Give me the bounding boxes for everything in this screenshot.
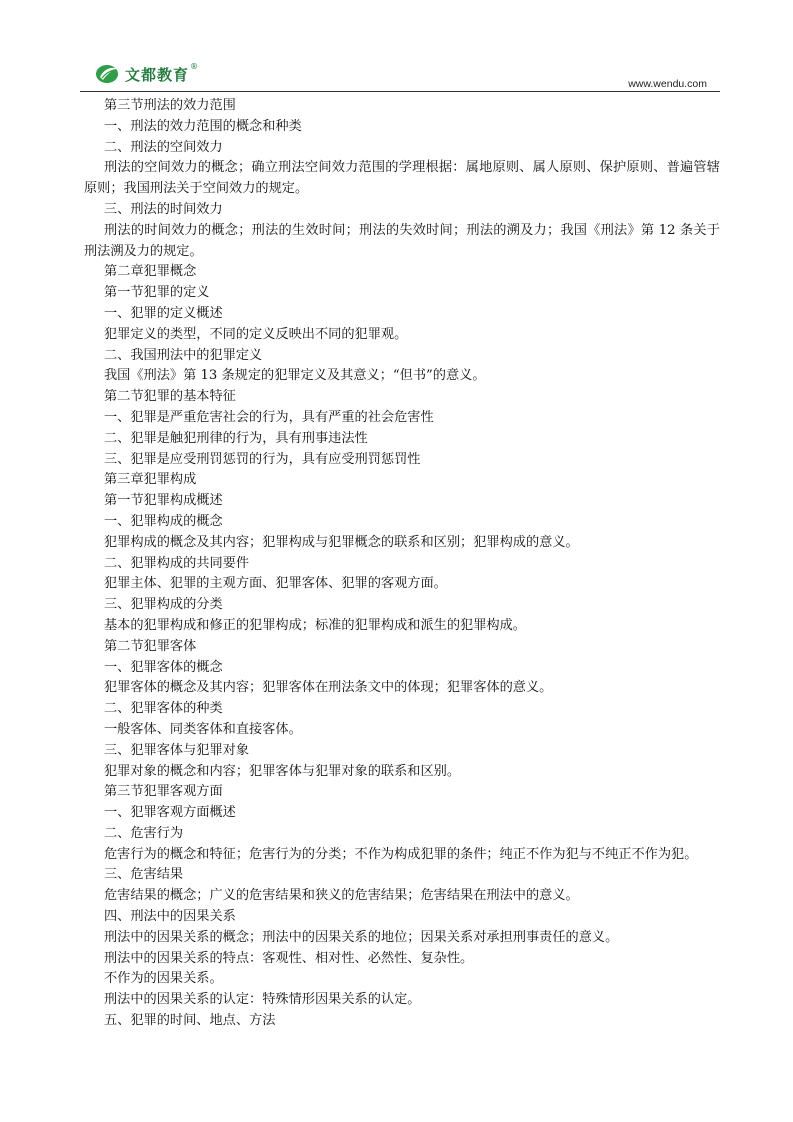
text-line: 二、刑法的空间效力 <box>104 139 223 155</box>
text-line: 危害结果的概念；广义的危害结果和狭义的危害结果；危害结果在刑法中的意义。 <box>104 888 579 904</box>
text-line: 三、危害结果 <box>104 867 184 883</box>
text-line: 一、犯罪是严重危害社会的行为，具有严重的社会危害性 <box>104 409 434 425</box>
text-line: 第一节犯罪构成概述 <box>104 493 223 509</box>
text-line: 刑法中的因果关系的概念；刑法中的因果关系的地位；因果关系对承担刑事责任的意义。 <box>104 929 619 945</box>
text-line: 五、犯罪的时间、地点、方法 <box>104 1013 276 1029</box>
leaf-logo-icon <box>95 63 121 85</box>
text-line: 第三节刑法的效力范围 <box>104 98 236 113</box>
text-line: 第二节犯罪的基本特征 <box>104 389 236 405</box>
text-line: 二、犯罪是触犯刑律的行为，具有刑事违法性 <box>104 430 368 446</box>
text-line: 一、犯罪客观方面概述 <box>104 805 236 821</box>
text-line: 三、犯罪客体与犯罪对象 <box>104 742 250 758</box>
text-line: 四、刑法中的因果关系 <box>104 909 236 925</box>
text-line: 第一节犯罪的定义 <box>104 285 210 301</box>
text-line: 三、犯罪构成的分类 <box>104 597 223 613</box>
text-line: 第三节犯罪客观方面 <box>104 784 223 800</box>
text-line: 二、犯罪客体的种类 <box>104 701 223 717</box>
text-line: 三、刑法的时间效力 <box>104 201 223 217</box>
text-line: 犯罪对象的概念和内容；犯罪客体与犯罪对象的联系和区别。 <box>104 763 461 779</box>
text-line: 第二节犯罪客体 <box>104 638 197 654</box>
text-line: 刑法的空间效力的概念；确立刑法空间效力范围的学理根据：属地原则、属人原则、保护原则、普遍管辖原则；我国刑法关于空间效力的规定。 <box>84 160 720 197</box>
text-line: 刑法中的因果关系的认定：特殊情形因果关系的认定。 <box>104 992 421 1008</box>
text-line: 犯罪构成的概念及其内容；犯罪构成与犯罪概念的联系和区别；犯罪构成的意义。 <box>104 534 579 550</box>
text-line: 二、我国刑法中的犯罪定义 <box>104 347 263 363</box>
text-line: 第三章犯罪构成 <box>104 472 197 488</box>
text-line: 一、犯罪的定义概述 <box>104 305 223 321</box>
page-header <box>0 0 793 94</box>
document-body <box>84 96 720 1032</box>
text-line: 危害行为的概念和特征；危害行为的分类；不作为构成犯罪的条件；纯正不作为犯与不纯正不作为犯。 <box>104 846 698 862</box>
text-line: 我国《刑法》第 13 条规定的犯罪定义及其意义；“但书”的意义。 <box>104 368 486 384</box>
text-line: 一、刑法的效力范围的概念和种类 <box>104 118 302 134</box>
text-line: 二、犯罪构成的共同要件 <box>104 555 250 571</box>
text-line: 一般客体、同类客体和直接客体。 <box>104 721 302 737</box>
registered-mark: ® <box>190 61 199 71</box>
header-divider <box>80 91 720 92</box>
text-line: 基本的犯罪构成和修正的犯罪构成；标准的犯罪构成和派生的犯罪构成。 <box>104 617 526 633</box>
text-line: 三、犯罪是应受刑罚惩罚的行为，具有应受刑罚惩罚性 <box>104 451 421 467</box>
site-url: www.wendu.com <box>628 78 707 90</box>
text-line: 第二章犯罪概念 <box>104 264 197 280</box>
text-line: 不作为的因果关系。 <box>104 971 223 987</box>
brand-logo <box>95 62 198 86</box>
text-line: 一、犯罪构成的概念 <box>104 513 223 529</box>
text-line: 犯罪主体、犯罪的主观方面、犯罪客体、犯罪的客观方面。 <box>104 576 447 592</box>
text-line: 刑法中的因果关系的特点：客观性、相对性、必然性、复杂性。 <box>104 950 474 966</box>
brand-name: 文都教育 <box>125 65 190 84</box>
text-line: 一、犯罪客体的概念 <box>104 659 223 675</box>
text-line: 刑法的时间效力的概念；刑法的生效时间；刑法的失效时间；刑法的溯及力；我国《刑法》第 12 条关于刑法溯及力的规定。 <box>84 222 720 259</box>
text-line: 二、危害行为 <box>104 825 184 841</box>
text-line: 犯罪定义的类型，不同的定义反映出不同的犯罪观。 <box>104 326 408 342</box>
text-line: 犯罪客体的概念及其内容；犯罪客体在刑法条文中的体现；犯罪客体的意义。 <box>104 680 553 696</box>
